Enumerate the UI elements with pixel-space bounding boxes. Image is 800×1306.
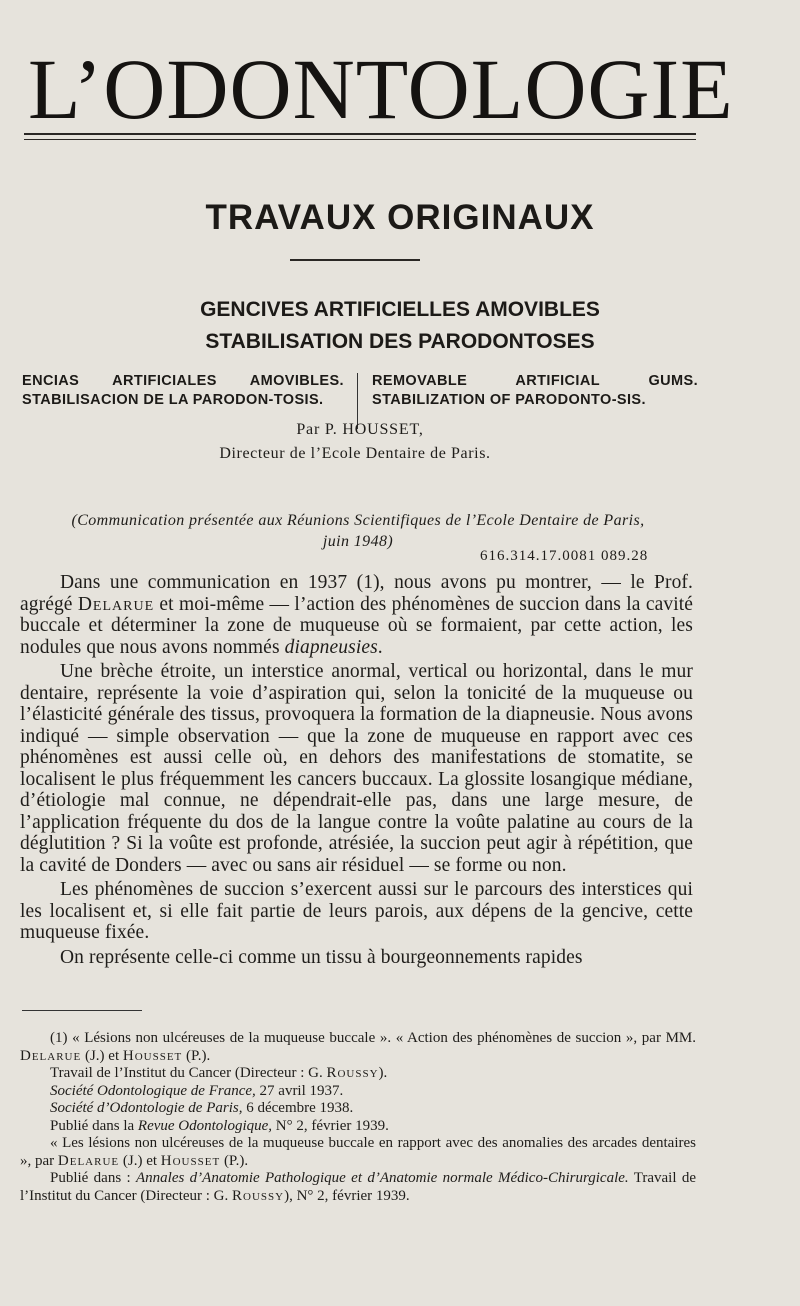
- footnote-6-text-a: « Les lésions non ulcéreuses de la muqueuse buccale en rapport avec des anomalies des arcades dentaires », par: [20, 1135, 696, 1169]
- article-body: [20, 572, 693, 968]
- paragraph-1-text-b: et moi-même — l’action des phénomènes de succion dans la cavité buccale et déterminer la zone de muqueuse où se formaient, par cette action, les nodules que nous avons nommés: [20, 593, 693, 658]
- footnote-5: [20, 1118, 696, 1136]
- journal-title: L’ODONTOLOGIE: [28, 41, 734, 137]
- footnote-6-text-c: (P.).: [220, 1152, 249, 1169]
- footnote-7-text-a: Publié dans :: [50, 1170, 137, 1186]
- footnote-3: [20, 1083, 696, 1101]
- paragraph-1-text-a: Dans une communication en 1937 (1), nous avons pu montrer, — le Prof. agrégé: [20, 572, 693, 615]
- section-title: TRAVAUX ORIGINAUX: [205, 198, 595, 237]
- footnote-7: [20, 1170, 696, 1205]
- footnote-1-text-c: (P.).: [182, 1047, 211, 1064]
- footnote-7-text-b: Travail de l’Institut du Cancer (Directeur : G.: [20, 1170, 696, 1204]
- footnote-6-name-1: Delarue: [57, 1152, 120, 1169]
- footnote-5-journal: Revue Odontologique,: [137, 1117, 273, 1134]
- footnote-7-journal: Annales d’Anatomie Pathologique et d’Anatomie normale Médico-Chirurgicale.: [136, 1170, 629, 1186]
- author-affiliation: Directeur de l’Ecole Dentaire de Paris.: [219, 445, 491, 462]
- term-diapneusies: diapneusies: [284, 636, 378, 658]
- paragraph-4: On représente celle-ci comme un tissu à bourgeonnements rapides: [60, 946, 583, 968]
- footnote-5-text-a: Publié dans la: [50, 1117, 138, 1134]
- classification-code: 616.314.17.0081 089.28: [480, 548, 649, 564]
- article-title: [0, 294, 800, 358]
- footnote-4: [20, 1100, 696, 1118]
- paragraph-3: Les phénomènes de succion s’exercent aussi sur le parcours des interstices qui les localisent et, si elle fait partie de leurs parois, aux dépens de la gencive, cette muqueuse fixée.: [20, 879, 693, 943]
- footnote-6: [20, 1135, 696, 1170]
- article-title-line-2: STABILISATION DES PARODONTOSES: [205, 330, 595, 353]
- footnote-1-text-b: (J.) et: [81, 1047, 123, 1064]
- footnote-1-text-a: (1) « Lésions non ulcéreuses de la muqueuse buccale ». « Action des phénomènes de succion », par MM.: [50, 1030, 696, 1046]
- footnote-6-text-b: (J.) et: [119, 1152, 161, 1169]
- paragraph-2: Une brèche étroite, un interstice anormal, vertical ou horizontal, dans le mur dentaire, représente la voie d’aspiration qui, selon la tonicité de la muqueuse ou l’élasticité générale des tissus, provoquera la formation de la diapneusie. Nous avons indiqué — simple observation — que la zone de muqueuse en rapport avec ces phénomènes est aussi celle où, en dehors des manifestations de stomatite, se localisent le plus fréquemment les cancers buccaux. La glossite losangique médiane, d’étiologie mal connue, ne dépendrait-elle pas, dans une large mesure, de l’application fréquente du dos de la langue contre la voûte palatine au cours de la déglutition ? Si la voûte est profonde, atrésiée, la succion peut agir à répétition, que la cavité de Donders — avec ou sans air résiduel — se forme ou non.: [20, 661, 693, 876]
- footnote-4-society: Société d’Odontologie de Paris,: [50, 1100, 243, 1116]
- english-title-translation: REMOVABLE ARTIFICIAL GUMS. STABILIZATION OF PARODONTO-SIS.: [372, 373, 698, 408]
- footnote-2-text-b: ).: [378, 1065, 388, 1081]
- footnote-7-text-c: ), N° 2, février 1939.: [284, 1187, 410, 1204]
- footnote-6-name-2: Housset: [160, 1152, 221, 1169]
- communication-line-2: juin 1948): [322, 533, 394, 550]
- article-title-line-1: GENCIVES ARTIFICIELLES AMOVIBLES: [200, 298, 600, 321]
- footnote-3-society: Société Odontologique de France,: [50, 1082, 256, 1099]
- footnote-2-text-a: Travail de l’Institut du Cancer (Directeur : G.: [50, 1065, 327, 1081]
- footnotes: [20, 1030, 696, 1205]
- footnote-2-name: Roussy: [326, 1065, 379, 1081]
- footnote-5-text-b: N° 2, février 1939.: [272, 1117, 389, 1134]
- footnote-4-date: 6 décembre 1938.: [242, 1100, 354, 1116]
- footnote-7-name: Roussy: [232, 1187, 285, 1204]
- author-byline: Par P. HOUSSET,: [296, 421, 424, 438]
- author-name-delarue: Delarue: [77, 593, 155, 615]
- title-rule-thick: [24, 133, 696, 135]
- paragraph-1: [20, 572, 693, 658]
- footnote-1-name-2: Housset: [122, 1047, 183, 1064]
- footnote-2: [20, 1065, 696, 1083]
- spanish-title-translation: ENCIAS ARTIFICIALES AMOVIBLES. STABILISACION DE LA PARODON-TOSIS.: [22, 373, 344, 408]
- title-rule-thin: [24, 139, 696, 140]
- footnote-rule: [22, 1010, 142, 1011]
- communication-line-1: (Communication présentée aux Réunions Scientifiques de l’Ecole Dentaire de Paris,: [71, 512, 645, 529]
- communication-note: [28, 510, 688, 552]
- paragraph-1-text-c: .: [377, 636, 383, 658]
- footnote-1: [20, 1030, 696, 1065]
- footnote-1-name-1: Delarue: [20, 1047, 82, 1064]
- footnote-3-date: 27 avril 1937.: [255, 1082, 344, 1099]
- section-divider: [290, 259, 420, 261]
